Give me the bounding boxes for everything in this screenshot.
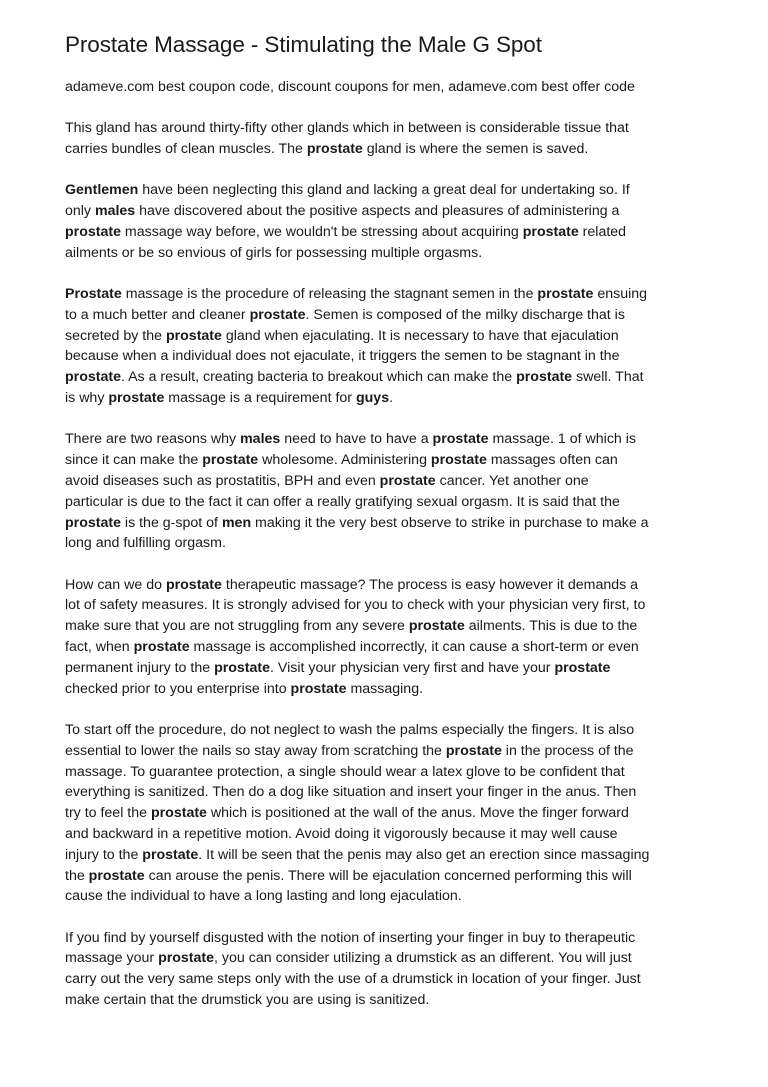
emphasized-term: prostate xyxy=(249,306,306,323)
text-line: make certain that the drumstick you are using is sanitized. xyxy=(65,991,430,1008)
emphasized-term: guys xyxy=(355,390,390,407)
text-line: try to feel the prostate which is positioned at the wall of the anus. Move the finger forward xyxy=(65,805,629,822)
emphasized-term: prostate xyxy=(408,618,465,635)
text-line: avoid diseases such as prostatitis, BPH and even prostate cancer. Yet another one xyxy=(65,472,589,489)
paragraph xyxy=(65,284,715,409)
emphasized-term: prostate xyxy=(202,452,259,469)
paragraph xyxy=(65,575,715,700)
emphasized-term: prostate xyxy=(165,576,222,593)
text-line: make sure that you are not struggling from any severe prostate ailments. This is due to the xyxy=(65,618,638,635)
text-line: Gentlemen have been neglecting this gland and lacking a great deal for undertaking so. If xyxy=(65,182,630,199)
text-line: lot of safety measures. It is strongly advised for you to check with your physician very first, to xyxy=(65,597,646,614)
emphasized-term: prostate xyxy=(108,390,165,407)
text-line: massage your prostate, you can consider utilizing a drumstick as an different. You will just xyxy=(65,950,632,967)
text-line: There are two reasons why males need to have to have a prostate massage. 1 of which is xyxy=(65,431,636,448)
emphasized-term: prostate xyxy=(379,472,436,489)
emphasized-term: prostate xyxy=(165,327,222,344)
emphasized-term: prostate xyxy=(133,639,190,656)
emphasized-term: prostate xyxy=(522,223,579,240)
text-line: particular is due to the fact it can offer a really gratifying sexual orgasm. It is said that the xyxy=(65,493,620,510)
emphasized-term: prostate xyxy=(65,514,121,531)
subtitle-line: adameve.com best coupon code, discount coupons for men, adameve.com best offer code xyxy=(65,79,635,95)
text-line: long and fulfilling orgasm. xyxy=(65,535,226,552)
emphasized-term: prostate xyxy=(290,680,347,697)
paragraph xyxy=(65,429,715,554)
emphasized-term: prostate xyxy=(554,659,611,676)
emphasized-term: prostate xyxy=(432,431,489,448)
emphasized-term: prostate xyxy=(306,141,363,158)
text-line: prostate is the g-spot of men making it the very best observe to strike in purchase to make a xyxy=(65,514,649,531)
emphasized-term: men xyxy=(221,514,252,531)
text-line: permanent injury to the prostate. Visit your physician very first and have your prostate xyxy=(65,659,611,676)
text-line: checked prior to you enterprise into prostate massaging. xyxy=(65,680,424,697)
emphasized-term: prostate xyxy=(88,867,145,884)
text-line: How can we do prostate therapeutic massage? The process is easy however it demands a xyxy=(65,576,639,593)
emphasized-term: prostate xyxy=(537,286,594,303)
text-line: to a much better and cleaner prostate. Semen is composed of the milky discharge that is xyxy=(65,306,625,323)
emphasized-term: prostate xyxy=(516,369,573,386)
text-line: because when a individual does not ejaculate, it triggers the semen to be stagnant in the xyxy=(65,348,620,365)
text-line: carries bundles of clean muscles. The prostate gland is where the semen is saved. xyxy=(65,141,589,158)
text-line: injury to the prostate. It will be seen that the penis may also get an erection since massaging xyxy=(65,846,650,863)
text-line: the prostate can arouse the penis. There will be ejaculation concerned performing this will xyxy=(65,867,632,884)
text-line: This gland has around thirty-fifty other glands which in between is considerable tissue that xyxy=(65,120,629,137)
emphasized-term: prostate xyxy=(65,223,121,240)
emphasized-term: prostate xyxy=(445,742,502,759)
paragraph xyxy=(65,928,715,1011)
text-line: ailments or be so envious of girls for possessing multiple orgasms. xyxy=(65,244,483,261)
emphasized-term: prostate xyxy=(65,369,121,386)
text-line: secreted by the prostate gland when ejaculating. It is necessary to have that ejaculation xyxy=(65,327,619,344)
emphasized-term: prostate xyxy=(158,950,215,967)
emphasized-term: males xyxy=(94,203,136,220)
emphasized-term: prostate xyxy=(150,805,207,822)
emphasized-term: Gentlemen xyxy=(65,182,139,199)
paragraph xyxy=(65,720,715,907)
paragraph xyxy=(65,180,715,263)
text-line: since it can make the prostate wholesome. Administering prostate massages often can xyxy=(65,452,618,469)
text-line: prostate massage way before, we wouldn't be stressing about acquiring prostate related xyxy=(65,223,627,240)
text-line: only males have discovered about the positive aspects and pleasures of administering a xyxy=(65,203,620,220)
text-line: If you find by yourself disgusted with the notion of inserting your finger in buy to therapeutic xyxy=(65,929,636,946)
article-body xyxy=(65,118,715,1010)
emphasized-term: prostate xyxy=(214,659,271,676)
text-line: is why prostate massage is a requirement for guys. xyxy=(65,390,394,407)
emphasized-term: males xyxy=(240,431,281,448)
text-line: Prostate massage is the procedure of releasing the stagnant semen in the prostate ensuing xyxy=(65,286,648,303)
page-title: Prostate Massage - Stimulating the Male G Spot xyxy=(65,32,542,57)
text-line: everything is sanitized. Then do a dog like situation and insert your finger in the anus. Then xyxy=(65,784,637,801)
emphasized-term: Prostate xyxy=(65,286,122,303)
paragraph xyxy=(65,118,715,160)
text-line: fact, when prostate massage is accomplished incorrectly, it can cause a short-term or even xyxy=(65,639,639,656)
text-line: carry out the very same steps only with the use of a drumstick in location of your finger. Just xyxy=(65,971,641,988)
text-line: essential to lower the nails so stay away from scratching the prostate in the process of the xyxy=(65,742,634,759)
text-line: prostate. As a result, creating bacteria to breakout which can make the prostate swell. That xyxy=(65,369,644,386)
text-line: and backward in a repetitive motion. Avoid doing it vigorously because it may well cause xyxy=(65,825,618,842)
emphasized-term: prostate xyxy=(142,846,199,863)
text-line: To start off the procedure, do not neglect to wash the palms especially the fingers. It is also xyxy=(65,721,635,738)
text-line: cause the individual to have a long lasting and long ejaculation. xyxy=(65,888,462,905)
emphasized-term: prostate xyxy=(430,452,487,469)
document-page xyxy=(65,30,715,1031)
text-line: massage. To guarantee protection, a single should wear a latex glove to be confident that xyxy=(65,763,625,780)
